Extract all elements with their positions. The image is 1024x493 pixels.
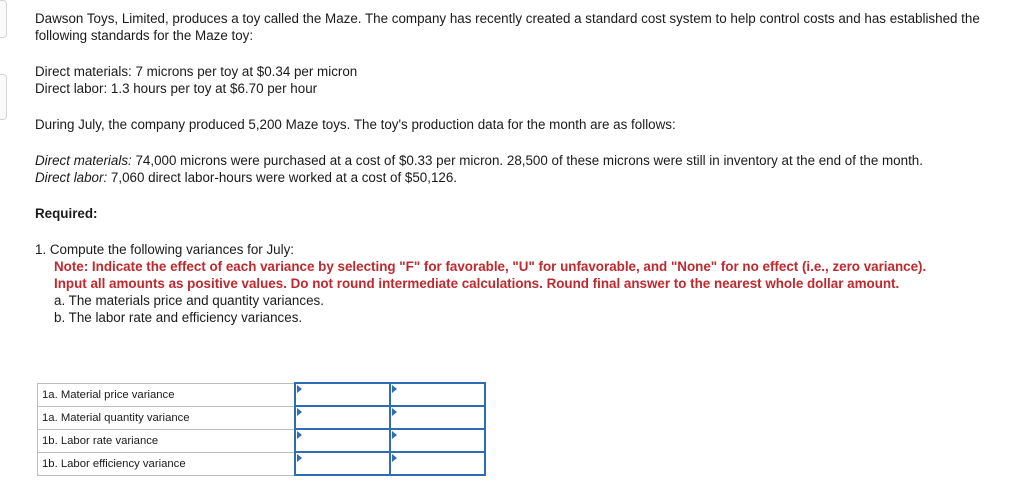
item-1: 1. Compute the following variances for July:: [35, 242, 295, 257]
amount-input-labor-rate[interactable]: [295, 429, 390, 452]
row-label: 1a. Material quantity variance: [38, 406, 296, 429]
actual-materials-label: Direct materials:: [35, 153, 132, 168]
table-row: [38, 383, 486, 406]
standard-labor: Direct labor: 1.3 hours per toy at $6.70 per hour: [35, 81, 318, 96]
table-row: [38, 452, 486, 475]
table-row: [38, 406, 486, 429]
problem-text: [35, 10, 995, 326]
effect-select-labor-rate[interactable]: [390, 429, 485, 452]
intro-paragraph: Dawson Toys, Limited, produces a toy called the Maze. The company has recently created a standard cost system to help control costs and has established the following standards for the Maze toy:: [35, 11, 980, 43]
amount-input-labor-efficiency[interactable]: [295, 452, 390, 475]
answer-table: [37, 382, 486, 476]
actual-labor-text: 7,060 direct labor-hours were worked at a cost of $50,126.: [107, 170, 458, 185]
row-label: 1a. Material price variance: [38, 383, 296, 406]
actual-materials-text: 74,000 microns were purchased at a cost of $0.33 per micron. 28,500 of these microns were still in inventory at the end of the month.: [131, 153, 923, 168]
item-a: a. The materials price and quantity variances.: [54, 293, 324, 308]
row-label: 1b. Labor efficiency variance: [38, 452, 296, 475]
actual-materials: [35, 152, 995, 169]
production-paragraph: During July, the company produced 5,200 Maze toys. The toy's production data for the month are as follows:: [35, 117, 676, 132]
row-label: 1b. Labor rate variance: [38, 429, 296, 452]
actual-labor: [35, 169, 995, 186]
item-b: b. The labor rate and efficiency variances.: [54, 310, 303, 325]
required-heading: Required:: [35, 206, 98, 221]
amount-input-material-price[interactable]: [295, 383, 390, 406]
standard-materials: Direct materials: 7 microns per toy at $0.34 per micron: [35, 64, 358, 79]
side-tab-mid: [0, 74, 7, 120]
effect-select-labor-efficiency[interactable]: [390, 452, 485, 475]
actual-labor-label: Direct labor:: [35, 170, 108, 185]
side-tab-top: [0, 0, 7, 38]
amount-input-material-quantity[interactable]: [295, 406, 390, 429]
effect-select-material-price[interactable]: [390, 383, 485, 406]
table-row: [38, 429, 486, 452]
instruction-note: Note: Indicate the effect of each variance by selecting "F" for favorable, "U" for unfavorable, and "None" for no effect (i.e., zero variance). Input all amounts as positive values. Do not round intermediate calculations. Round final answer to the nearest whole dollar amount.: [54, 259, 927, 291]
effect-select-material-quantity[interactable]: [390, 406, 485, 429]
